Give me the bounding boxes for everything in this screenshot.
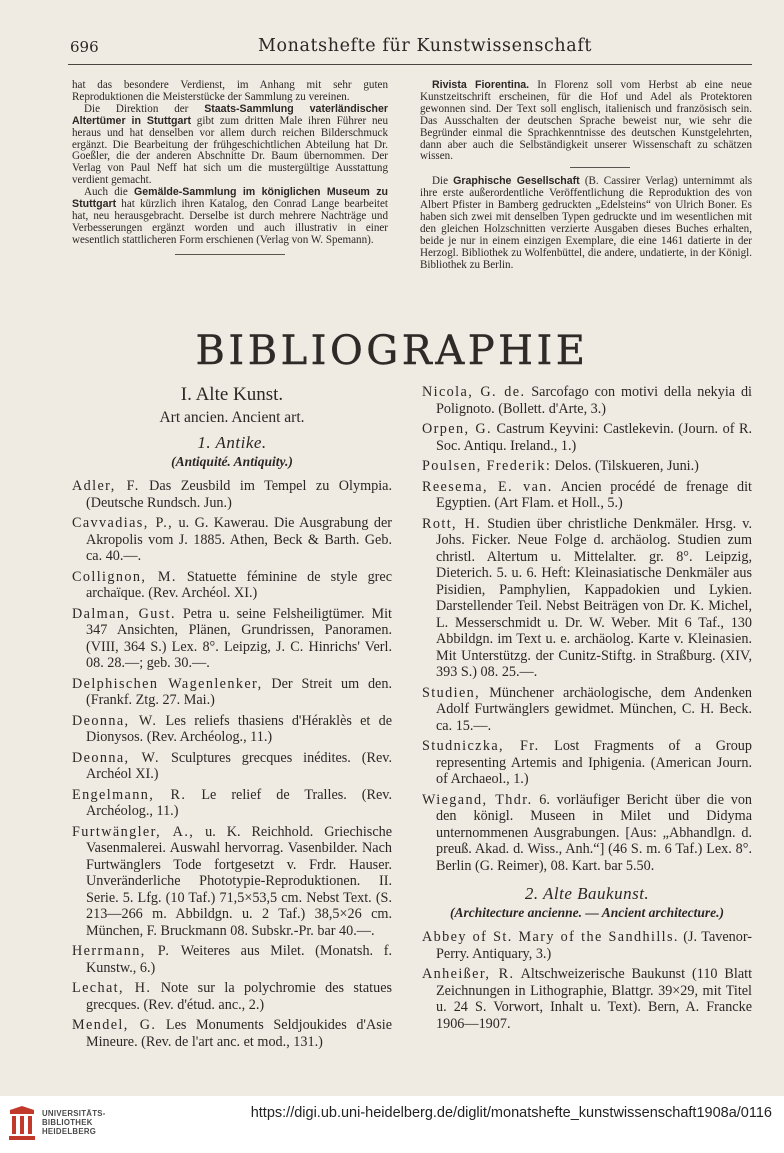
entry-author: Engelmann, R.: [72, 786, 187, 803]
page-number: 696: [70, 38, 99, 56]
subsection-title: 1. Antike.: [197, 433, 267, 452]
entry-text: Note sur la polychromie des statues grecques. (Rev. d'étud. anc., 2.): [86, 980, 393, 1013]
section-subtitle: Art ancien. Ancient art.: [159, 409, 305, 426]
entry-author: Studien,: [422, 684, 481, 701]
bibliography-entry: [422, 458, 752, 475]
entry-text: Sarcofago con motivi della nekyia di Polignoto. (Bollett. d'Arte, 3.): [436, 384, 752, 417]
paragraph: Auch die Gemälde-Sammlung im königlichen Museum zu Stuttgart hat kürzlich ihren Katalog, den Conrad Lange bearbeitet hat, neu herausgebracht. Derselbe ist durch mehrere Nachträge und Verbesserungen ergänzt worden und auch illustrativ in einer wesentlich stattlicheren Form erschienen (Verlag von W. Spemann).: [72, 186, 388, 246]
bibliography-entry: [422, 929, 752, 962]
entry-author: Mendel, G.: [72, 1017, 157, 1033]
university-library-logo[interactable]: [6, 1104, 38, 1144]
bibliography-entry: [422, 479, 752, 512]
paragraph: Die Graphische Gesellschaft (B. Cassirer Verlag) unternimmt als ihre erste außerordentliche Veröffentlichung die Reproduktion des von Albert Pfister in Bamberg gedruckten „Edelsteins“ von Ulrich Boner. Es haben sich zwei mit denselben Typen gedruckte und im wesentlichen mit den gleichen Holzschnitten verzierte Ausgaben dieses Buches erhalten, beide je nur in einem einzigen Exemplare, die eine 1461 datierte in der Herzogl. Bibliothek zu Wolfenbüttel, die andere, undatierte, in der Königl. Bibliothek zu Berlin.: [420, 175, 753, 271]
section-title: I. Alte Kunst.: [180, 384, 284, 405]
entry-author: Dalman, Gust.: [72, 605, 176, 622]
entry-text: Delos. (Tilskueren, Juni.): [551, 458, 699, 474]
bibliography-entry: [422, 421, 752, 454]
entry-text: Statuette féminine de style grec archaïque. (Rev. Archéol. XI.): [86, 568, 392, 601]
entry-text: Sculptures grecques inédites. (Rev. Archéol XI.): [86, 749, 392, 782]
library-name[interactable]: UNIVERSITÄTS- BIBLIOTHEK HEIDELBERG: [42, 1109, 106, 1137]
bibliography-entry: [72, 478, 392, 511]
paragraph: Rivista Fiorentina. In Florenz soll vom Herbst ab eine neue Kunstzeitschrift erscheinen, für die Hof und Adel als Protektoren gewonnen sind. Der Text soll englisch, italienisch und französisch sein. Das Ausschalten der deutschen Sprache beweist nur, wie sehr die Begründer einmal die Sprachkenntnisse des deutschen Kunstgelehrten, dann aber auch die Selbständigkeit unserer Wissenschaft zu schätzen wissen.: [420, 79, 752, 163]
entry-author: Lechat, H.: [72, 980, 152, 996]
entry-text: Altschweizerische Baukunst (110 Blatt Zeichnungen in Lithographie, Blattgr. 39×29, mit Titel u. 24 S. Vorwort, Inhalt u. Text). Bern, A. Francke 1906—1907.: [436, 966, 753, 1032]
entry-text: Petra u. seine Felsheiligtümer. Mit 347 Ansichten, Plänen, Grundrissen, Panoramen. (VIII, 364 S.) Lex. 8°. Leipzig, J. C. Hinrichs' Verl. 08. 28.—; geb. 30.—.: [86, 605, 392, 671]
entry-text: Ancien procédé de frenage dit Egyptien. (Art Flam. et Holl., 5.): [436, 478, 752, 511]
bibliography-entry: [422, 792, 752, 875]
bold-heading: Rivista Fiorentina.: [432, 79, 530, 91]
entry-text: (J. Tavenor-Perry. Antiquary, 3.): [436, 929, 752, 962]
subsection-subtitle: (Architecture ancienne. — Ancient architecture.): [450, 905, 724, 920]
entry-author: Abbey of St. Mary of the Sandhills.: [422, 929, 679, 945]
bibliography-entry: [422, 966, 752, 1032]
entry-text: Studien über christliche Denkmäler. Hrsg. v. Johs. Ficker. Neue Folge d. archäolog. Studien zum christl. Altertum u. Mittelalter. gr. 8°. Leipzig, Dieterich. 5. u. 6. Heft: Kleinasiatische Denkmäler aus Pisidien, Pamphylien, Kappadokien und Lykien. Darstellender Teil. Nebst Beiträgen von Dr. K. Michel, L. Messerschmidt u. Dr. W. Weber. Mit 6 Taf., 130 Abbildgn. im Text u. e. archäolog. Karte v. Kleinasien. Mit Unterstützg. der Cunitz-Stiftg. in Straßburg. (XIV, 393 S.) 08. 25.—.: [436, 515, 753, 680]
entry-author: Studniczka, Fr.: [422, 738, 540, 754]
running-title: Monatshefte für Kunstwissenschaft: [257, 36, 593, 56]
entry-text: Les reliefs thasiens d'Héraklès et de Dionysos. (Rev. Archéolog., 11.): [86, 712, 392, 745]
subsection-subtitle: (Antiquité. Antiquity.): [171, 454, 293, 469]
bibliography-entry: [72, 824, 392, 940]
entry-text: u. K. Reichhold. Griechische Vasenmalerei. Auswahl hervorrag. Vasenbilder. Nach Furtwänglers Tode fortgesetzt v. Frdr. Hauser. Unveränderliche Phototypie-Reproduktionen. II. Serie. 5. Lfg. (10 Taf.) 71,5×53,5 cm. Nebst Text. (S. 213—266 m. Abbildgn. u. 2 Taf.) 38,5×26 cm. München, F. Bruckmann 08. Subskr.-Pr. bar 40.—.: [86, 823, 393, 939]
paragraph: hat das besondere Verdienst, im Anhang mit sehr guten Reproduktionen die Meisterstücke der Sammlung zu vereinen.: [72, 79, 388, 103]
bibliography-entry: [72, 980, 392, 1013]
entry-text: Castrum Keyvini: Castlekevin. (Journ. of R. Soc. Antiqu. Ireland., 1.): [436, 421, 752, 454]
entry-text: u. G. Kawerau. Die Ausgrabung der Akropolis vom J. 1885. Athen, Beck & Barth. Geb. ca. 40.—.: [86, 515, 393, 564]
divider: [175, 254, 285, 255]
bibliography-entry: [422, 516, 752, 681]
entry-list: [422, 384, 752, 874]
entry-author: Cavvadias, P.,: [72, 515, 174, 531]
entry-author: Orpen, G.: [422, 421, 492, 437]
entry-author: Wiegand, Thdr.: [422, 791, 533, 808]
entry-text: Lost Fragments of a Group representing Artemis and Iphigenia. (American Journ. of Archaeol., 1.): [436, 738, 752, 787]
paragraph: Die Direktion der Staats-Sammlung vaterländischer Altertümer in Stuttgart gibt zum dritten Male ihren Führer neu heraus und hat denselben vor allem durch reichen Bilderschmuck ergänzt. Die Bearbeitung der frühgeschichtlichen Abteilung hat Dr. Goeßler, die der anderen Abschnitte Dr. Baum übernommen. Der Verlag von Paul Neff hat sich um die mustergültige Ausstattung verdient gemacht.: [72, 102, 388, 187]
bibliography-entry: [72, 1017, 392, 1050]
top-right-column: [420, 80, 752, 272]
permalink-url[interactable]: https://digi.ub.uni-heidelberg.de/diglit/monatshefte_kunstwissenschaft1908a/0116: [250, 1105, 772, 1121]
entry-author: Reesema, E. van.: [422, 478, 553, 495]
bibliography-entry: [72, 943, 392, 976]
bold-heading: Graphische Gesellschaft: [453, 175, 580, 188]
viewer-footer: [0, 1096, 784, 1153]
top-left-column: [72, 80, 388, 265]
bibliography-entry: [72, 750, 392, 783]
bibliography-entry: [422, 384, 752, 417]
bibliography-left-column: [72, 384, 392, 1054]
subsection-title: 2. Alte Baukunst.: [524, 884, 650, 903]
entry-text: Münchener archäologische, dem Andenken Adolf Furtwänglers gewidmet. München, C. H. Beck. ca. 15.—.: [436, 684, 752, 734]
page-header: [68, 34, 752, 65]
entry-author: Adler, F.: [72, 478, 140, 494]
entry-author: Deonna, W.: [72, 749, 160, 766]
bibliography-entry: [72, 569, 392, 602]
bibliography-entry: [72, 606, 392, 672]
entry-text: Das Zeusbild im Tempel zu Olympia. (Deutsche Rundsch. Jun.): [86, 478, 392, 511]
entry-text: 6. vorläufiger Bericht über die von den königl. Museen in Milet und Didyma unternommenen Ausgrabungen. [Aus: „Abhandlgn. d. preuß. Akad. d. Wiss., Anh.“] (46 S. m. 6 Taf.) Lex. 8°. Berlin (G. Reimer), 08. Kart. bar 5.50.: [436, 791, 753, 874]
bibliography-entry: [422, 738, 752, 788]
bibliography-entry: [422, 685, 752, 735]
bibliography-entry: [72, 787, 392, 820]
entry-list: [422, 929, 752, 1032]
entry-author: Deonna, W.: [72, 712, 158, 729]
entry-list: [72, 478, 392, 1050]
entry-author: Poulsen, Frederik:: [422, 458, 552, 474]
bibliography-entry: [72, 713, 392, 746]
divider: [570, 167, 630, 168]
entry-text: Der Streit um den. (Frankf. Ztg. 27. Mai.): [86, 675, 392, 708]
entry-author: Furtwängler, A.,: [72, 823, 195, 840]
entry-author: Rott, H.: [422, 515, 482, 532]
bibliography-entry: [72, 676, 392, 709]
bibliography-entry: [72, 515, 392, 565]
bold-heading: Gemälde-Sammlung im königlichen Museum zu Stuttgart: [72, 186, 388, 211]
entry-author: Nicola, G. de.: [422, 384, 526, 400]
entry-author: Herrmann, P.: [72, 943, 171, 959]
entry-author: Delphischen Wagenlenker,: [72, 675, 263, 692]
entry-text: Weiteres aus Milet. (Monatsh. f. Kunstw., 6.): [86, 943, 392, 976]
entry-author: Anheißer, R.: [422, 966, 515, 982]
entry-text: Le relief de Tralles. (Rev. Archéolog., 11.): [86, 786, 393, 819]
entry-text: Les Monuments Seldjoukides d'Asie Mineure. (Rev. de l'art anc. et mod., 131.): [86, 1017, 392, 1050]
entry-author: Collignon, M.: [72, 568, 177, 585]
bold-heading: Staats-Sammlung vaterländischer Altertümer in Stuttgart: [72, 102, 388, 127]
bibliography-title: BIBLIOGRAPHIE: [195, 328, 589, 374]
bibliography-right-column: [422, 384, 752, 1036]
